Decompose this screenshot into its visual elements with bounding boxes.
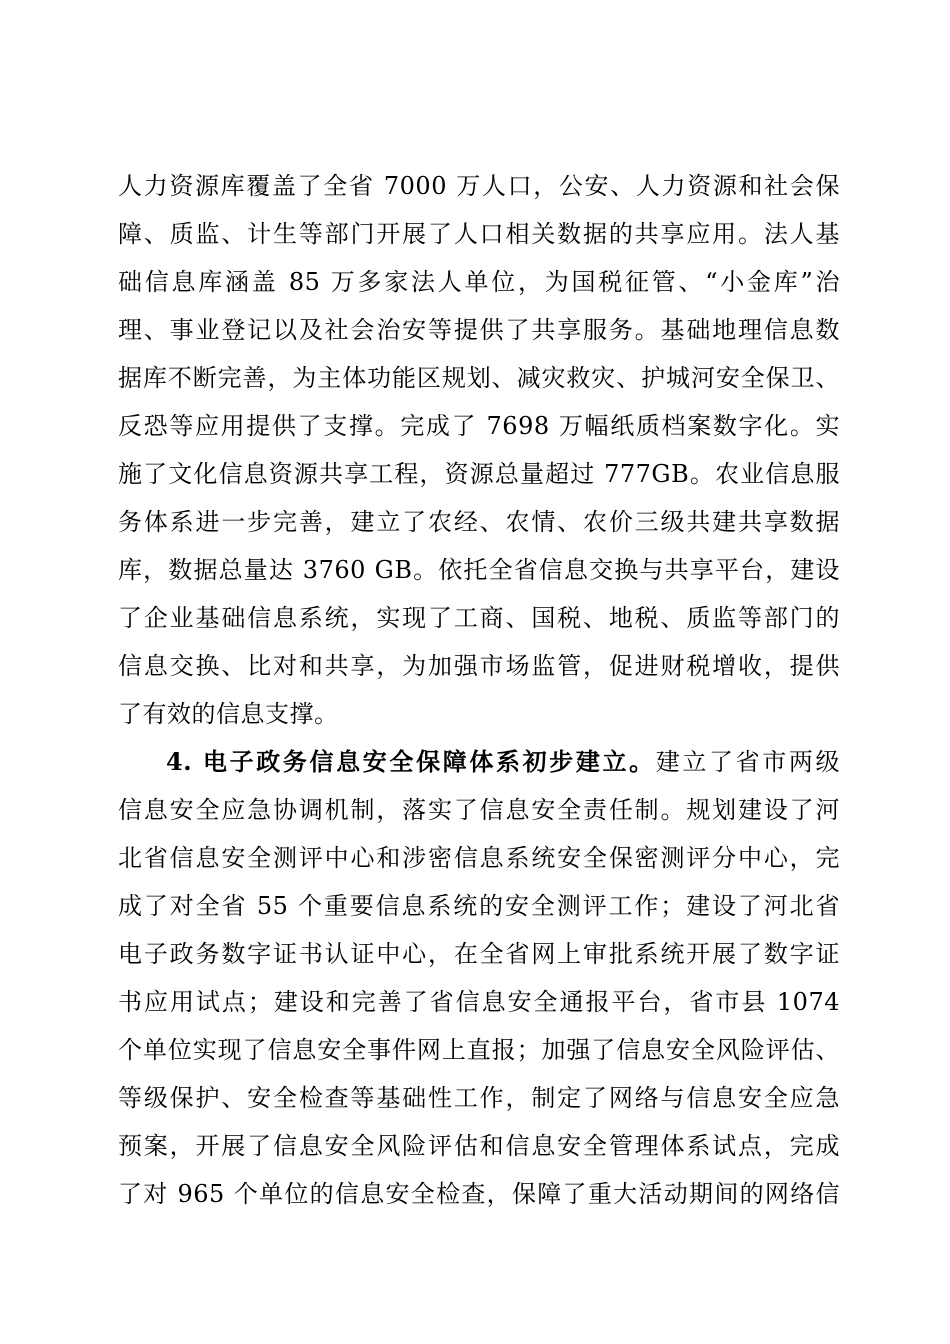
body-text-line: 成了对全省 55 个重要信息系统的安全测评工作；建设了河北省 xyxy=(118,892,840,920)
body-text-line: 信息交换、比对和共享，为加强市场监管，促进财税增收，提供 xyxy=(118,652,840,680)
body-text-line: 务体系进一步完善，建立了农经、农情、农价三级共建共享数据 xyxy=(118,508,840,536)
body-text-line: 个单位实现了信息安全事件网上直报；加强了信息安全风险评估、 xyxy=(118,1036,840,1064)
body-text-line: 了对 965 个单位的信息安全检查，保障了重大活动期间的网络信 xyxy=(118,1180,840,1208)
body-text-line: 障、质监、计生等部门开展了人口相关数据的共享应用。法人基 xyxy=(118,220,840,248)
section-heading: 4. 电子政务信息安全保障体系初步建立。 xyxy=(166,747,656,776)
body-text-line: 施了文化信息资源共享工程，资源总量超过 777GB。农业信息服 xyxy=(118,460,840,488)
body-text-line: 人力资源库覆盖了全省 7000 万人口，公安、人力资源和社会保 xyxy=(118,172,840,200)
body-text-span: 建立了省市两级 xyxy=(655,748,840,776)
section-heading-line xyxy=(166,744,840,780)
body-text-line: 反恐等应用提供了支撑。完成了 7698 万幅纸质档案数字化。实 xyxy=(118,412,840,440)
body-text-line: 了企业基础信息系统，实现了工商、国税、地税、质监等部门的 xyxy=(118,604,840,632)
body-text-line: 了有效的信息支撑。 xyxy=(118,700,339,728)
body-text-line: 据库不断完善，为主体功能区规划、减灾救灾、护城河安全保卫、 xyxy=(118,364,840,392)
body-text-line: 理、事业登记以及社会治安等提供了共享服务。基础地理信息数 xyxy=(118,316,840,344)
body-text-line: 北省信息安全测评中心和涉密信息系统安全保密测评分中心，完 xyxy=(118,844,840,872)
body-text-line: 信息安全应急协调机制，落实了信息安全责任制。规划建设了河 xyxy=(118,796,840,824)
body-text-line: 预案，开展了信息安全风险评估和信息安全管理体系试点，完成 xyxy=(118,1132,840,1160)
body-text-line: 础信息库涵盖 85 万多家法人单位，为国税征管、“小金库”治 xyxy=(118,268,840,296)
body-text-line: 书应用试点；建设和完善了省信息安全通报平台，省市县 1074 xyxy=(118,988,840,1016)
body-text-line: 等级保护、安全检查等基础性工作，制定了网络与信息安全应急 xyxy=(118,1084,840,1112)
body-text-line: 库，数据总量达 3760 GB。依托全省信息交换与共享平台，建设 xyxy=(118,556,840,584)
body-text-line: 电子政务数字证书认证中心，在全省网上审批系统开展了数字证 xyxy=(118,940,840,968)
